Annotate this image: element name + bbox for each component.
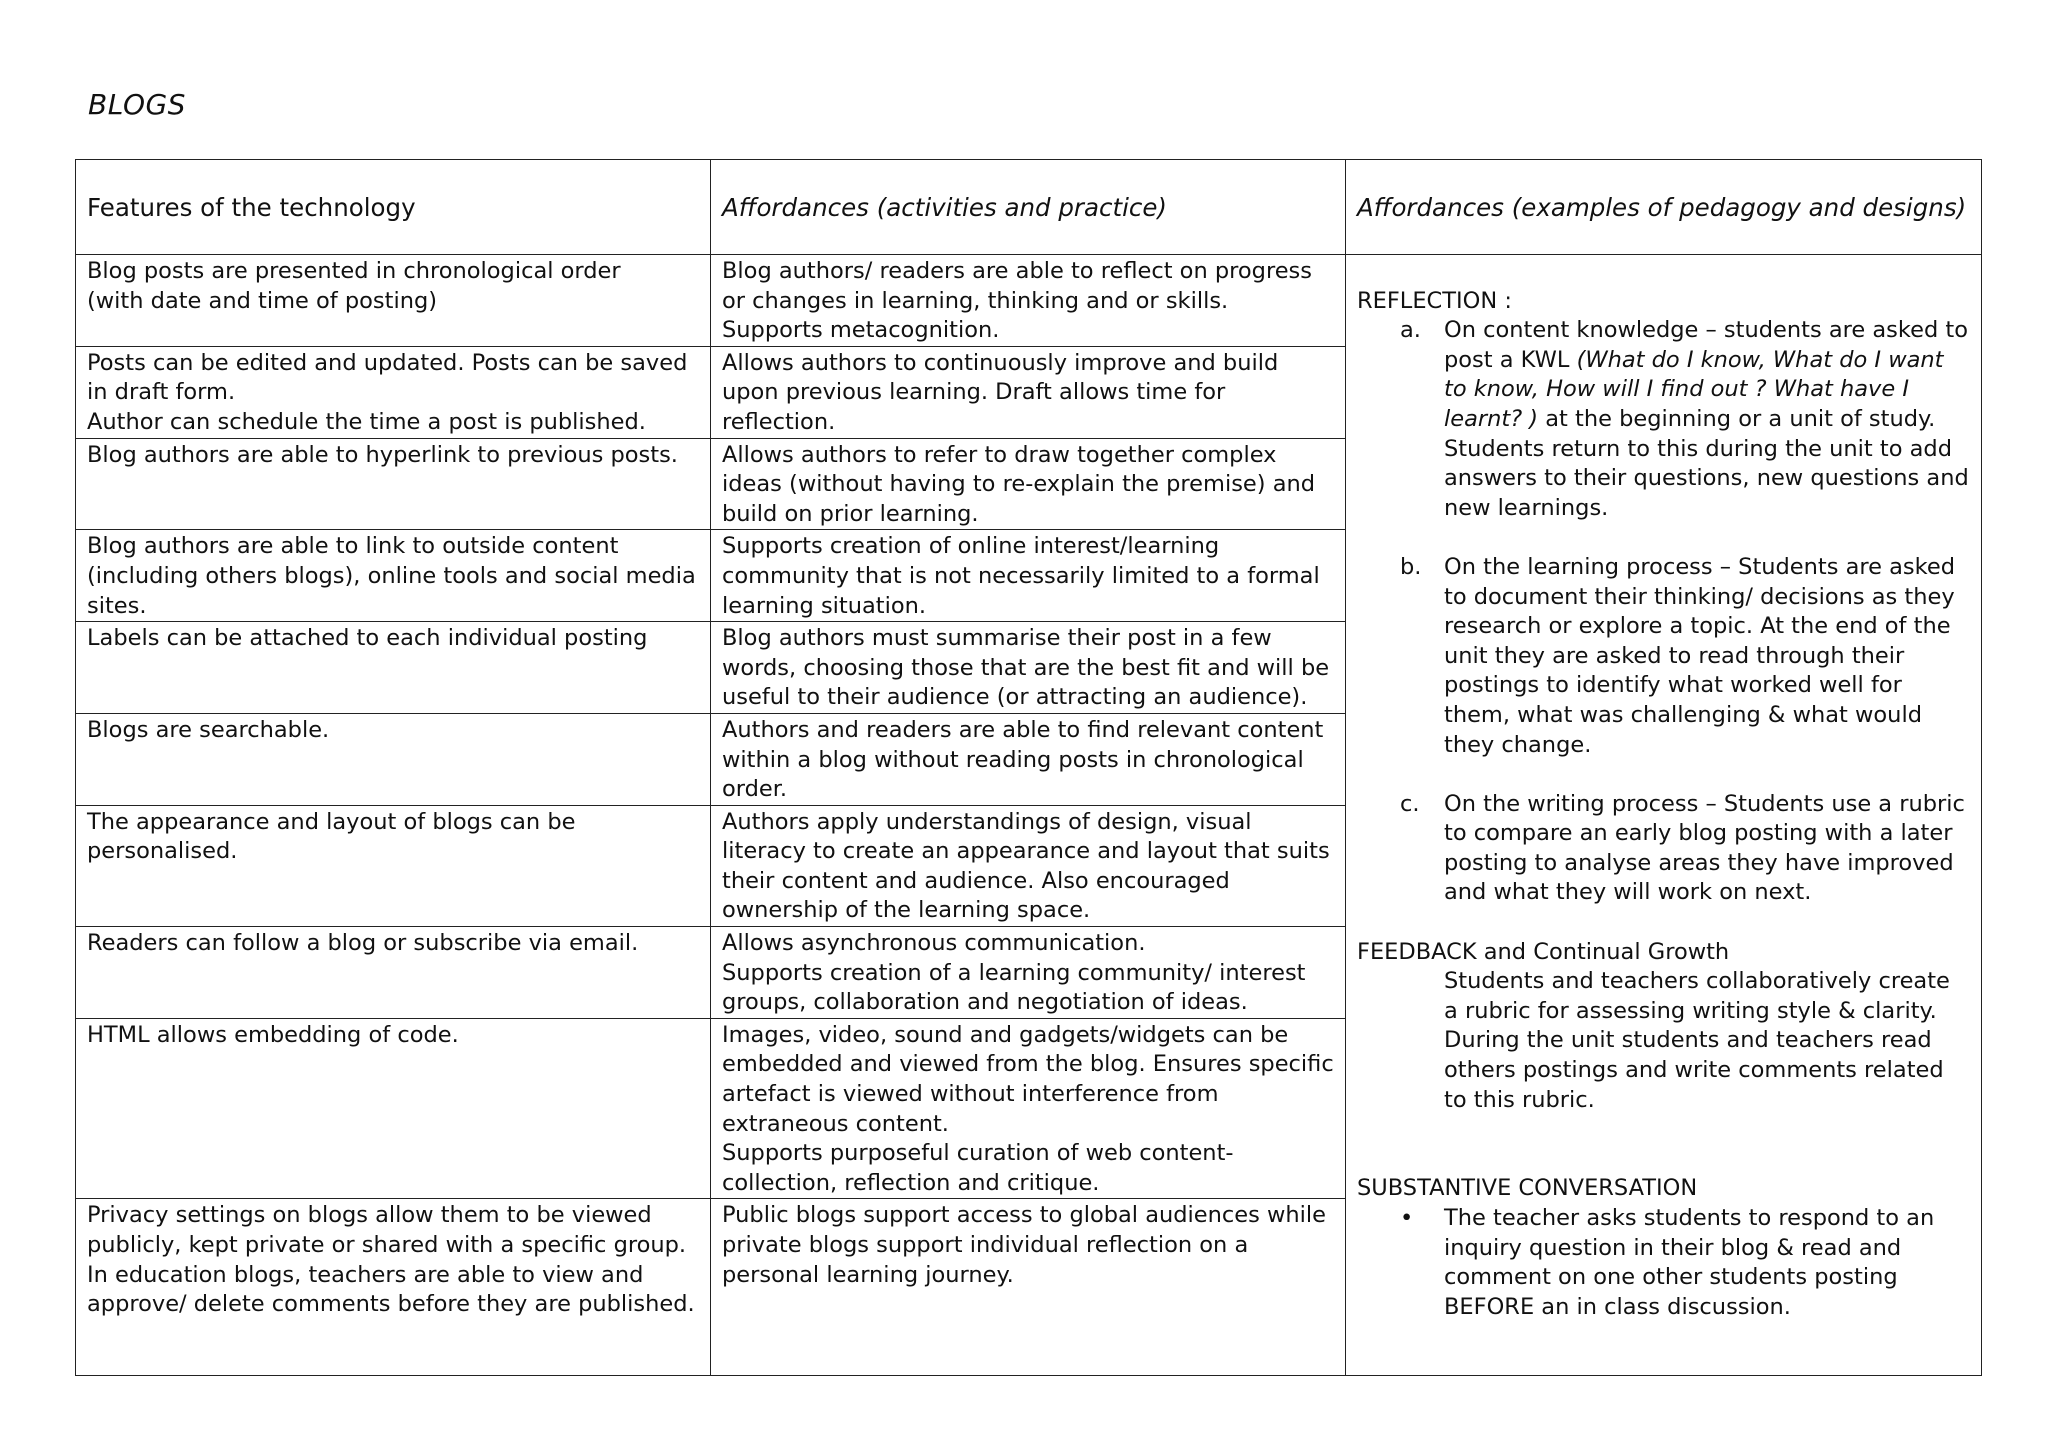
conversation-heading: SUBSTANTIVE CONVERSATION	[1357, 1175, 1698, 1202]
feature-cell	[76, 1018, 711, 1199]
feature-text: Labels can be attached to each individual posting	[87, 625, 648, 652]
reflection-item-text: On the writing process – Students use a rubric to compare an early blog posting with a later posting to analyse areas they have improved and what they will work on next.	[1444, 790, 1965, 906]
table-row	[76, 255, 1982, 347]
conversation-list	[1357, 1204, 1970, 1322]
reflection-item-text: On the learning process – Students are asked to document their thinking/ decisions as they research or explore a topic. At the end of the unit they are asked to read through their postings to identify what worked well for them, what was challenging & what would they change.	[1444, 553, 1956, 758]
table-header-row	[76, 160, 1982, 255]
page-title: BLOGS	[88, 88, 186, 121]
header-pedagogy: Affordances (examples of pedagogy and designs)	[1346, 160, 1982, 255]
feature-text: Readers can follow a blog or subscribe via email.	[87, 930, 639, 957]
feedback-heading: FEEDBACK and Continual Growth	[1357, 938, 1730, 965]
feature-cell	[76, 622, 711, 714]
reflection-item-tail: at the beginning or a unit of study. Students return to this during the unit to add answers to their questions, new questions and new learnings.	[1444, 405, 1969, 521]
feature-text: Blog authors are able to link to outside content (including others blogs), online tools and social media sites.	[87, 533, 696, 619]
activity-cell	[711, 622, 1346, 714]
activity-text: Allows authors to refer to draw together complex ideas (without having to re-explain the premise) and build on prior learning.	[722, 441, 1316, 527]
list-item	[1357, 553, 1970, 760]
activity-text: Blog authors/ readers are able to reflect on progress or changes in learning, thinking and or skills. Supports metacognition.	[722, 258, 1312, 344]
feature-text: HTML allows embedding of code.	[87, 1021, 459, 1048]
list-marker: a.	[1400, 317, 1421, 344]
blog-affordances-table	[75, 159, 1982, 1376]
list-marker: c.	[1400, 790, 1420, 817]
activity-cell	[711, 438, 1346, 530]
activity-text: Authors apply understandings of design, visual literacy to create an appearance and layout that suits their content and audience. Also encouraged ownership of the learning space.	[722, 808, 1330, 924]
list-item	[1357, 316, 1970, 523]
conversation-text: The teacher asks students to respond to an inquiry question in their blog & read and comment on one other students posting BEFORE an in class discussion.	[1444, 1205, 1935, 1320]
feature-cell	[76, 346, 711, 438]
reflection-list	[1357, 316, 1970, 908]
feature-cell	[76, 530, 711, 622]
feedback-text: Students and teachers collaboratively create a rubric for assessing writing style & clarity. During the unit students and teachers read others postings and write comments related to this rubric.	[1444, 968, 1950, 1113]
pedagogy-cell	[1346, 255, 1982, 1376]
bullet-marker: •	[1400, 1205, 1414, 1231]
feature-cell	[76, 438, 711, 530]
feature-text: (with date and time of posting)	[87, 287, 438, 314]
feature-text: Author can schedule the time a post is published.	[87, 408, 646, 435]
feature-text: Posts can be edited and updated. Posts can be saved in draft form.	[87, 349, 688, 406]
list-marker: b.	[1400, 553, 1422, 580]
feature-cell	[76, 255, 711, 347]
activity-cell	[711, 1018, 1346, 1199]
feature-cell	[76, 1199, 711, 1376]
activity-cell	[711, 927, 1346, 1019]
activity-text: Supports creation of online interest/learning community that is not necessarily limited to a formal learning situation.	[722, 533, 1320, 619]
activity-cell	[711, 713, 1346, 805]
activity-cell	[711, 255, 1346, 347]
activity-text: Supports creation of a learning community/ interest groups, collaboration and negotiation of ideas.	[722, 959, 1306, 1016]
feature-cell	[76, 927, 711, 1019]
activity-cell	[711, 346, 1346, 438]
reflection-heading: REFLECTION :	[1357, 287, 1512, 314]
feature-cell	[76, 805, 711, 926]
activity-text: Authors and readers are able to find relevant content within a blog without reading posts in chronological order.	[722, 716, 1324, 803]
activity-cell	[711, 530, 1346, 622]
list-item	[1357, 790, 1970, 908]
reflection-item-lead: On content knowledge – students are asked to post a KWL	[1444, 317, 1968, 373]
activity-text: Supports purposeful curation of web content- collection, reflection and critique.	[722, 1140, 1234, 1196]
activity-text: Allows asynchronous communication.	[722, 930, 1146, 957]
kwl-questions: (What do I know, What do I want to know, How will I find out ? What have I learnt? )	[1444, 346, 1944, 432]
feature-text: In education blogs, teachers are able to view and approve/ delete comments before they are published.	[87, 1261, 695, 1318]
activity-text: Public blogs support access to global audiences while private blogs support individual reflection on a personal learning journey.	[722, 1202, 1326, 1288]
feature-text: Blog posts are presented in chronological order	[87, 258, 621, 284]
feature-text: Blogs are searchable.	[87, 716, 330, 743]
header-features: Features of the technology	[76, 160, 711, 255]
activity-text: Blog authors must summarise their post in a few words, choosing those that are the best fit and will be useful to their audience (or attracting an audience).	[722, 625, 1330, 711]
list-item	[1357, 1204, 1970, 1322]
feature-text: The appearance and layout of blogs can be personalised.	[87, 808, 576, 865]
header-activities: Affordances (activities and practice)	[711, 160, 1346, 255]
feature-text: Privacy settings on blogs allow them to be viewed publicly, kept private or shared with a specific group.	[87, 1202, 687, 1258]
activity-cell	[711, 805, 1346, 926]
activity-text: Allows authors to continuously improve and build upon previous learning. Draft allows time for reflection.	[722, 349, 1279, 435]
activity-cell	[711, 1199, 1346, 1376]
activity-text: Images, video, sound and gadgets/widgets can be embedded and viewed from the blog. Ensures specific artefact is viewed without interference from extraneous content.	[722, 1021, 1334, 1137]
feature-cell	[76, 713, 711, 805]
feature-text: Blog authors are able to hyperlink to previous posts.	[87, 441, 678, 468]
